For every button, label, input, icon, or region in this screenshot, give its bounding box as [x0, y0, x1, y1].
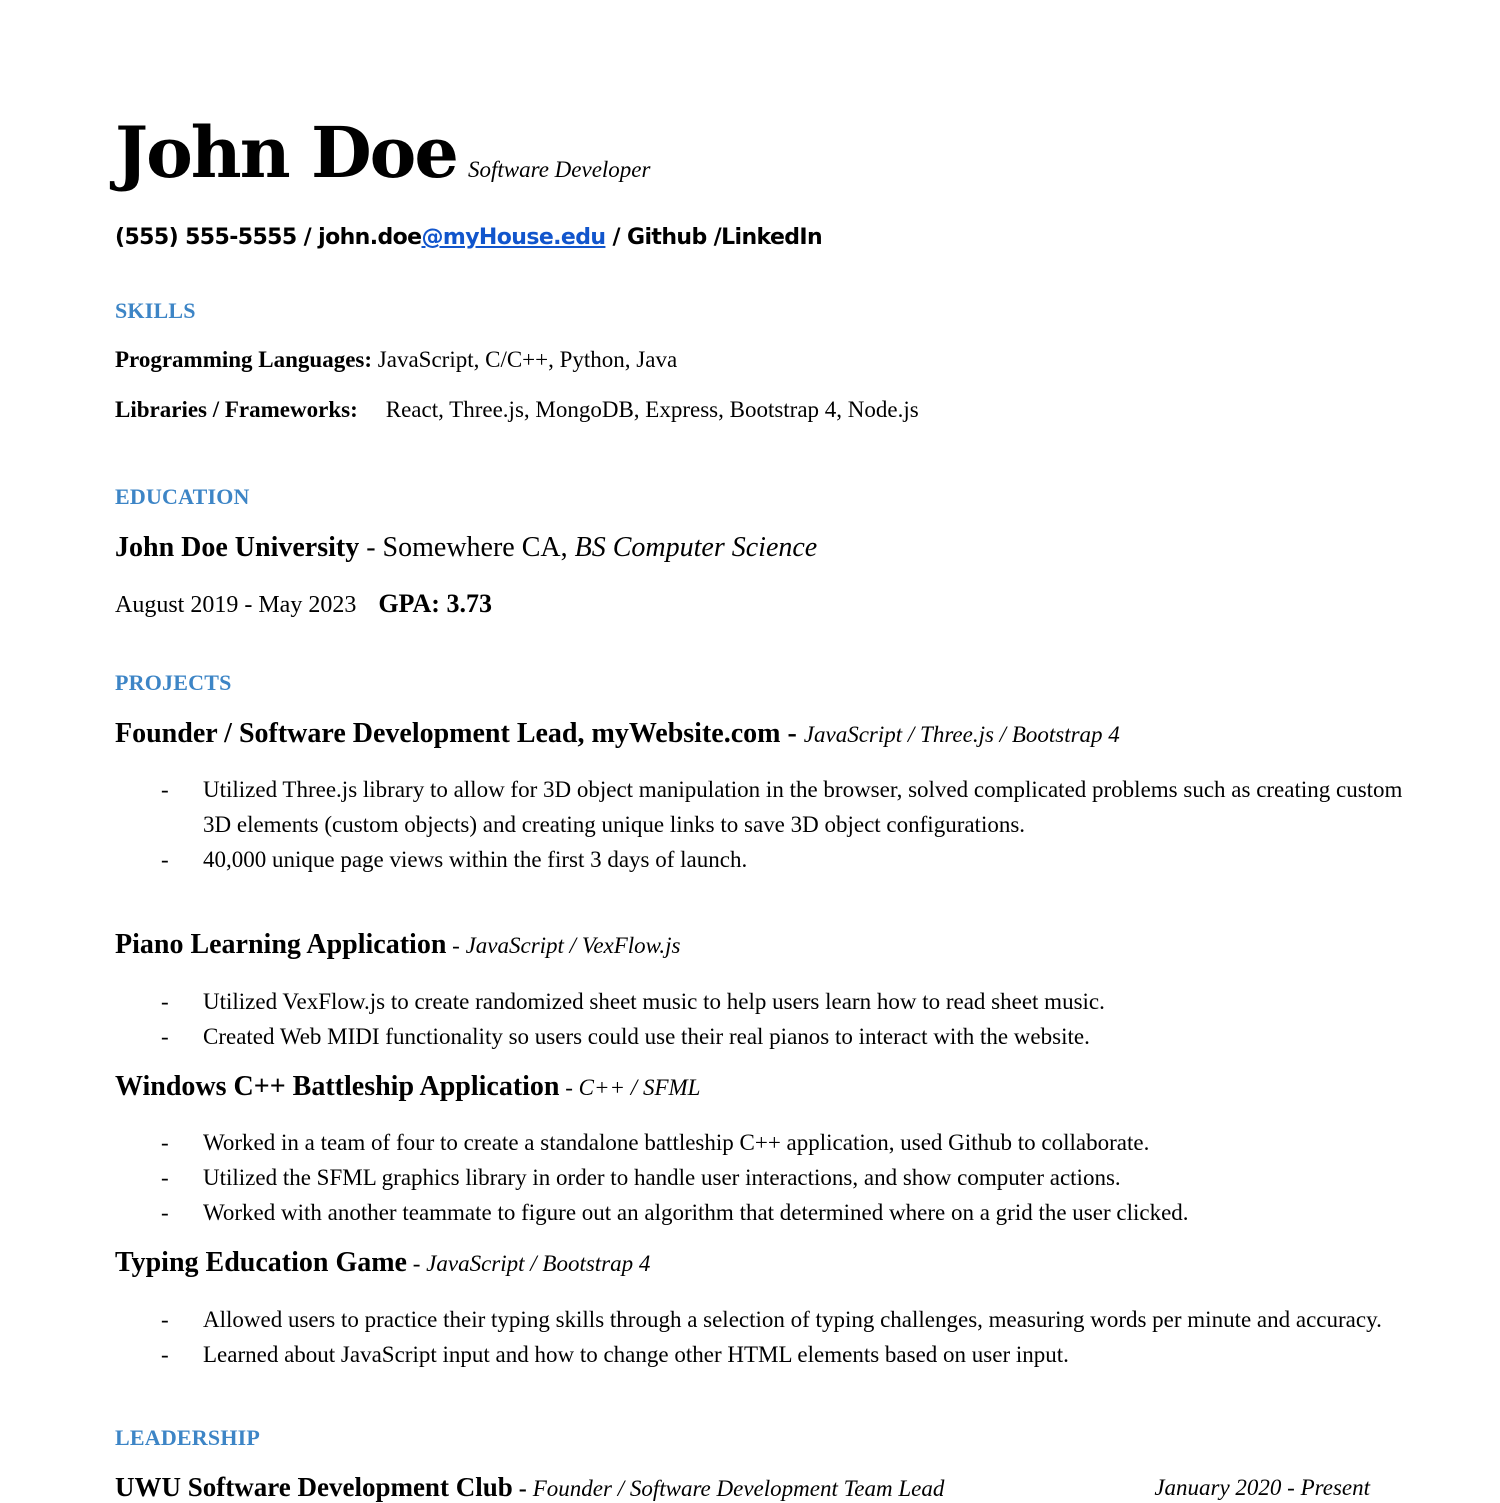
separator: /	[605, 225, 627, 250]
project-bullets	[115, 984, 1405, 1054]
resume-header	[115, 111, 651, 194]
project-title: Piano Learning Application	[115, 929, 447, 960]
project-title: Founder / Software Development Lead, myWebsite.com	[115, 718, 788, 749]
organization-name: UWU Software Development Club	[115, 1472, 513, 1502]
list-item	[115, 1337, 1405, 1372]
section-heading-leadership: LEADERSHIP	[115, 1425, 261, 1450]
leadership-role: Founder / Software Development Team Lead	[532, 1476, 945, 1501]
bullet-dash: -	[161, 847, 169, 872]
candidate-title: Software Developer	[468, 157, 651, 182]
skill-row	[115, 397, 919, 423]
school-location: - Somewhere CA,	[359, 532, 575, 563]
bullet-dash: -	[161, 777, 169, 802]
section-heading-education: EDUCATION	[115, 484, 250, 509]
separator: /	[296, 225, 319, 250]
education-meta	[115, 589, 492, 619]
list-item	[115, 1302, 1405, 1337]
project-tech: JavaScript / Three.js / Bootstrap 4	[803, 722, 1120, 747]
bullet-dash: -	[161, 1024, 169, 1049]
bullet-dash: -	[161, 1200, 169, 1225]
bullet-dash: -	[161, 1342, 169, 1367]
email-link[interactable]: @myHouse.edu	[421, 225, 606, 250]
separator: -	[406, 1251, 427, 1276]
list-item	[115, 1019, 1405, 1054]
skill-value: React, Three.js, MongoDB, Express, Bootstrap 4, Node.js	[385, 397, 919, 422]
project-bullets	[115, 772, 1405, 877]
project-tech: JavaScript / Bootstrap 4	[426, 1251, 651, 1276]
bullet-text: 40,000 unique page views within the first 3 days of launch.	[203, 847, 748, 872]
separator: -	[512, 1476, 533, 1502]
bullet-dash: -	[161, 989, 169, 1014]
education-entry	[115, 532, 817, 564]
linkedin-link[interactable]: LinkedIn	[721, 225, 823, 250]
school-name: John Doe University	[115, 532, 360, 563]
project-title: Windows C++ Battleship Application	[115, 1071, 560, 1102]
email-user: john.doe	[318, 225, 422, 250]
contact-line	[115, 225, 822, 250]
gpa: GPA: 3.73	[378, 589, 492, 618]
bullet-text: Created Web MIDI functionality so users could use their real pianos to interact with the website.	[203, 1024, 1090, 1049]
separator: /	[706, 225, 722, 250]
list-item	[115, 1160, 1405, 1195]
bullet-text: Utilized VexFlow.js to create randomized sheet music to help users learn how to read sheet music.	[203, 989, 1105, 1014]
bullet-text: Utilized the SFML graphics library in order to handle user interactions, and show computer actions.	[203, 1165, 1121, 1190]
list-item	[115, 842, 1405, 877]
bullet-text: Utilized Three.js library to allow for 3D object manipulation in the browser, solved complicated problems such as creating custom 3D elements (custom objects) and creating unique links to save 3D object configurations.	[203, 777, 1403, 837]
degree: BS Computer Science	[574, 532, 818, 563]
bullet-dash: -	[161, 1165, 169, 1190]
section-heading-skills: SKILLS	[115, 298, 196, 323]
separator: -	[559, 1075, 579, 1100]
leadership-entry	[115, 1472, 1370, 1503]
project-title-row	[115, 1071, 700, 1103]
section-heading-projects: PROJECTS	[115, 670, 232, 695]
skill-label: Programming Languages:	[115, 347, 373, 372]
list-item	[115, 1125, 1405, 1160]
bullet-text: Learned about JavaScript input and how to change other HTML elements based on user input.	[203, 1342, 1069, 1367]
project-title-row	[115, 718, 1120, 750]
skill-row	[115, 347, 677, 373]
skill-value: JavaScript, C/C++, Python, Java	[372, 347, 678, 372]
bullet-text: Allowed users to practice their typing skills through a selection of typing challenges, measuring words per minute and accuracy.	[203, 1307, 1382, 1332]
separator: -	[787, 718, 804, 749]
bullet-text: Worked with another teammate to figure out an algorithm that determined where on a grid the user clicked.	[203, 1200, 1189, 1225]
project-bullets	[115, 1125, 1405, 1230]
project-tech: JavaScript / VexFlow.js	[465, 933, 681, 958]
github-link[interactable]: Github	[627, 225, 707, 250]
project-bullets	[115, 1302, 1405, 1372]
project-title-row	[115, 929, 680, 961]
bullet-dash: -	[161, 1307, 169, 1332]
project-title-row	[115, 1247, 650, 1279]
project-title: Typing Education Game	[115, 1247, 407, 1278]
phone-number: (555) 555-5555	[115, 225, 297, 250]
skill-label: Libraries / Frameworks:	[115, 397, 358, 422]
bullet-text: Worked in a team of four to create a standalone battleship C++ application, used Github to collaborate.	[203, 1130, 1150, 1155]
list-item	[115, 772, 1405, 842]
list-item	[115, 1195, 1405, 1230]
list-item	[115, 984, 1405, 1019]
leadership-dates: January 2020 - Present	[1154, 1475, 1370, 1500]
project-tech: C++ / SFML	[578, 1075, 701, 1100]
bullet-dash: -	[161, 1130, 169, 1155]
separator: -	[446, 933, 466, 958]
education-dates: August 2019 - May 2023	[115, 592, 357, 618]
candidate-name: John Doe	[115, 111, 457, 194]
